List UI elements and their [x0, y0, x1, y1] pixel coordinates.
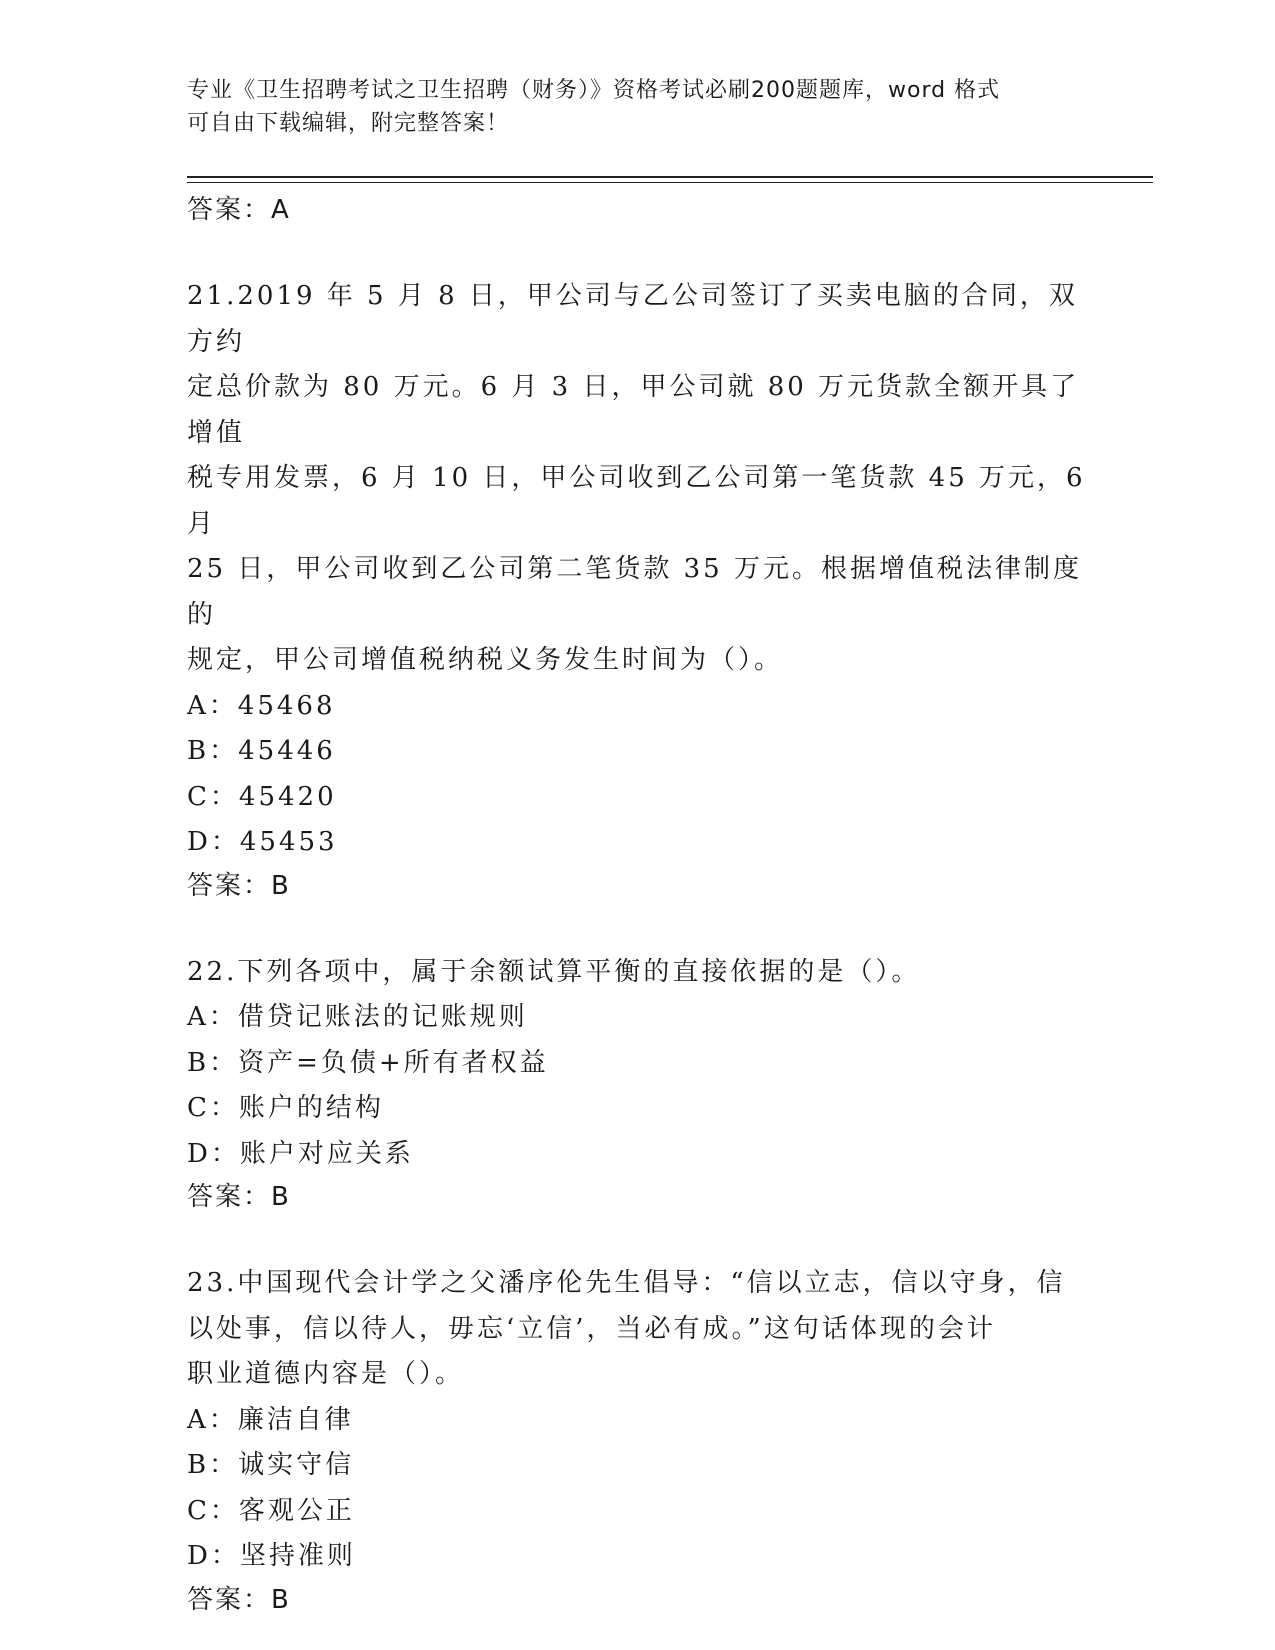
page-header: [187, 74, 1067, 140]
header-divider-thin: [187, 182, 1153, 183]
option-text: 45446: [238, 736, 336, 766]
option-c: [187, 775, 1087, 821]
option-text: 45468: [237, 690, 336, 721]
option-key: D：: [187, 827, 240, 857]
question-block: [187, 950, 1087, 1218]
question-number: 23.: [187, 1268, 238, 1298]
answer-label: 答案：: [187, 870, 272, 901]
question-answer: [187, 866, 1087, 906]
spacer: [187, 230, 1087, 274]
question-text-line: 职业道德内容是（）。: [187, 1359, 465, 1389]
question-answer: [187, 1177, 1087, 1217]
answer-label: 答案：: [187, 1182, 272, 1212]
option-text: 账户的结构: [238, 1093, 384, 1123]
option-d: [187, 1534, 1087, 1580]
question-text-line: 以处事，信以待人，毋忘‘立信’，当必有成。”这句话体现的会计: [187, 1313, 996, 1344]
option-text: 借贷记账法的记账规则: [237, 1002, 528, 1032]
option-b: [187, 1041, 1087, 1087]
spacer: [187, 1217, 1087, 1261]
option-text: 45420: [238, 781, 337, 812]
question-text-line: 定总价款为 80 万元。6 月 3 日，甲公司就 80 万元货款全额开具了增值: [187, 372, 1080, 448]
question-text-line: 25 日，甲公司收到乙公司第二笔货款 35 万元。根据增值税法律制度的: [187, 554, 1082, 630]
answer-label: 答案：: [187, 195, 272, 225]
answer-value: A: [271, 195, 289, 225]
option-d: [187, 1132, 1087, 1178]
option-key: C：: [187, 1495, 239, 1526]
answer-label: 答案：: [187, 1584, 272, 1615]
option-c: [187, 1489, 1087, 1535]
option-key: B：: [187, 736, 239, 766]
option-text: 客观公正: [238, 1495, 355, 1526]
option-text: 坚持准则: [239, 1541, 356, 1571]
option-key: A：: [187, 690, 238, 721]
header-divider: [187, 176, 1153, 178]
question-text-line: 税专用发票，6 月 10 日，甲公司收到乙公司第一笔货款 45 万元，6 月: [187, 463, 1086, 539]
option-text: 45453: [239, 827, 338, 857]
option-c: [187, 1086, 1087, 1132]
question-text-line: 21.2019 年 5 月 8 日，甲公司与乙公司签订了买卖电脑的合同，双方约: [187, 281, 1078, 357]
option-a: [187, 995, 1087, 1041]
option-a: [187, 1398, 1087, 1444]
option-key: B：: [187, 1047, 239, 1078]
option-key: D：: [187, 1541, 240, 1571]
option-key: A：: [187, 1404, 238, 1435]
question-answer: [187, 1580, 1087, 1620]
option-text: 账户对应关系: [239, 1138, 414, 1169]
option-d: [187, 820, 1087, 866]
option-key: D：: [187, 1138, 240, 1169]
answer-value: B: [271, 870, 289, 901]
option-key: B：: [187, 1450, 239, 1480]
header-line-1: 专业《卫生招聘考试之卫生招聘（财务）》资格考试必刷200题题库，word 格式: [187, 78, 1001, 103]
option-text: 资产=负债+所有者权益: [238, 1047, 549, 1078]
option-key: C：: [187, 1093, 239, 1123]
question-text-line: 规定，甲公司增值税纳税义务发生时间为（）。: [187, 645, 784, 675]
spacer: [187, 906, 1087, 950]
header-line-2: 可自由下载编辑，附完整答案！: [187, 111, 510, 136]
option-key: C：: [187, 781, 239, 812]
option-b: [187, 729, 1087, 775]
answer-value: B: [271, 1584, 289, 1615]
question-number: 22.: [187, 956, 238, 987]
previous-answer: [187, 190, 1087, 230]
question-text-line: 22.下列各项中，属于余额试算平衡的直接依据的是（）。: [187, 956, 921, 987]
answer-value: B: [271, 1182, 289, 1212]
option-key: A：: [187, 1002, 238, 1032]
option-b: [187, 1443, 1087, 1489]
question-block: [187, 274, 1087, 906]
document-body: [187, 190, 1087, 1620]
option-text: 廉洁自律: [237, 1404, 354, 1435]
option-a: [187, 684, 1087, 730]
option-text: 诚实守信: [238, 1450, 355, 1480]
question-block: [187, 1261, 1087, 1620]
question-number: 21.: [187, 281, 238, 311]
question-text-line: 23.中国现代会计学之父潘序伦先生倡导：“信以立志，信以守身，信: [187, 1268, 1066, 1298]
